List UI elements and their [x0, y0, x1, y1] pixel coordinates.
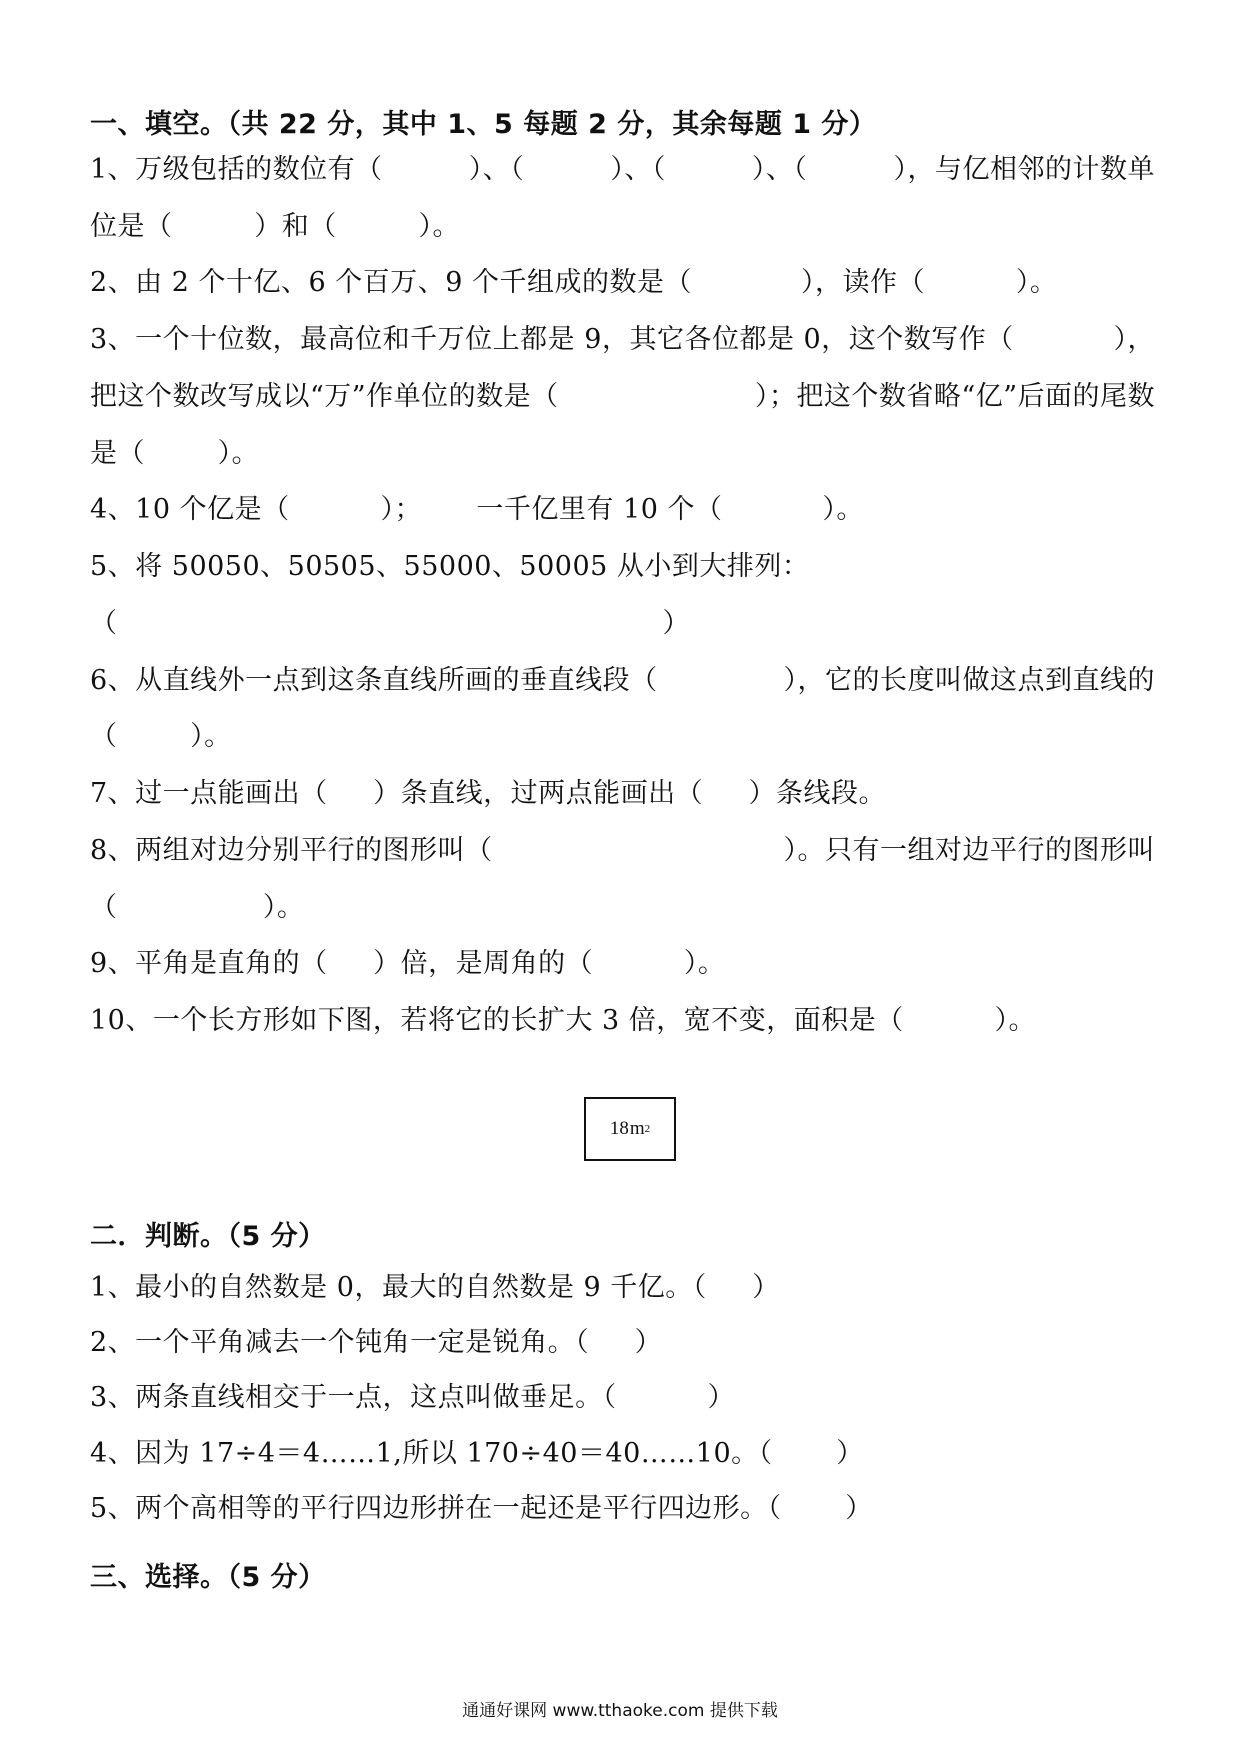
area-exponent: 2	[644, 1123, 651, 1135]
judge-item-3: 3、两条直线相交于一点，这点叫做垂足。（ ）	[90, 1382, 736, 1413]
q1-part: ）、（	[610, 154, 666, 185]
question-5-line-1: 5、将 50050、50505、55000、50005 从小到大排列：	[90, 551, 810, 582]
question-3-line-1	[90, 322, 1155, 358]
q6-part: 6、从直线外一点到这条直线所画的垂直线段（	[90, 665, 658, 696]
question-8-line-2: （ ）。	[90, 892, 305, 923]
q6-part: ），它的长度叫做这点到直线的	[783, 665, 1155, 696]
judge-item-5: 5、两个高相等的平行四边形拼在一起还是平行四边形。（ ）	[90, 1493, 873, 1524]
q1-part: ），与亿相邻的计数单	[893, 154, 1155, 185]
question-2: 2、由 2 个十亿、6 个百万、9 个千组成的数是（ ），读作（ ）。	[90, 267, 1058, 298]
question-8-line-1	[90, 833, 1155, 869]
q3-part: ），	[1113, 324, 1155, 355]
q8-part: 8、两组对边分别平行的图形叫（	[90, 835, 493, 866]
q1-part: 1、万级包括的数位有（	[90, 154, 383, 185]
question-3-line-2	[90, 379, 1155, 415]
section2-heading: 二．判断。（5 分）	[90, 1221, 326, 1252]
question-1-line-2: 位是（ ）和（ ）。	[90, 211, 460, 242]
question-10: 10、一个长方形如下图，若将它的长扩大 3 倍，宽不变，面积是（ ）。	[90, 1005, 1037, 1036]
question-1-line-1	[90, 152, 1155, 188]
area-unit: m	[629, 1118, 645, 1139]
q3-part: 把这个数改写成以“万”作单位的数是（	[90, 381, 559, 412]
judge-item-2: 2、一个平角减去一个钝角一定是锐角。（ ）	[90, 1327, 663, 1358]
q3-part: 3、一个十位数，最高位和千万位上都是 9，其它各位都是 0，这个数写作（	[90, 324, 1014, 355]
q3-part: ）；把这个数省略“亿”后面的尾数	[754, 381, 1155, 412]
question-3-line-3: 是（ ）。	[90, 438, 260, 469]
rectangle-figure	[584, 1097, 676, 1161]
question-6-line-2: （ ）。	[90, 721, 232, 752]
question-5-answer-blank: （ ）	[90, 608, 690, 639]
q1-part: ）、（	[468, 154, 525, 185]
question-6-line-1	[90, 663, 1155, 699]
q8-part: ）。只有一组对边平行的图形叫	[783, 835, 1155, 866]
question-7: 7、过一点能画出（ ）条直线，过两点能画出（ ）条线段。	[90, 778, 887, 809]
q1-part: ）、（	[751, 154, 808, 185]
question-9: 9、平角是直角的（ ）倍，是周角的（ ）。	[90, 948, 726, 979]
section3-heading: 三、选择。（5 分）	[90, 1562, 326, 1593]
footer-source: 通通好课网 www.tthaoke.com 提供下载	[462, 1701, 778, 1721]
question-4: 4、10 个亿是（ ）； 一千亿里有 10 个（ ）。	[90, 494, 864, 525]
area-value: 18	[609, 1118, 629, 1139]
judge-item-4: 4、因为 17÷4＝4……1,所以 170÷40＝40……10。（ ）	[90, 1438, 864, 1469]
section1-heading: 一、填空。（共 22 分，其中 1、5 每题 2 分，其余每题 1 分）	[90, 109, 877, 140]
judge-item-1: 1、最小的自然数是 0，最大的自然数是 9 千亿。（ ）	[90, 1272, 780, 1303]
